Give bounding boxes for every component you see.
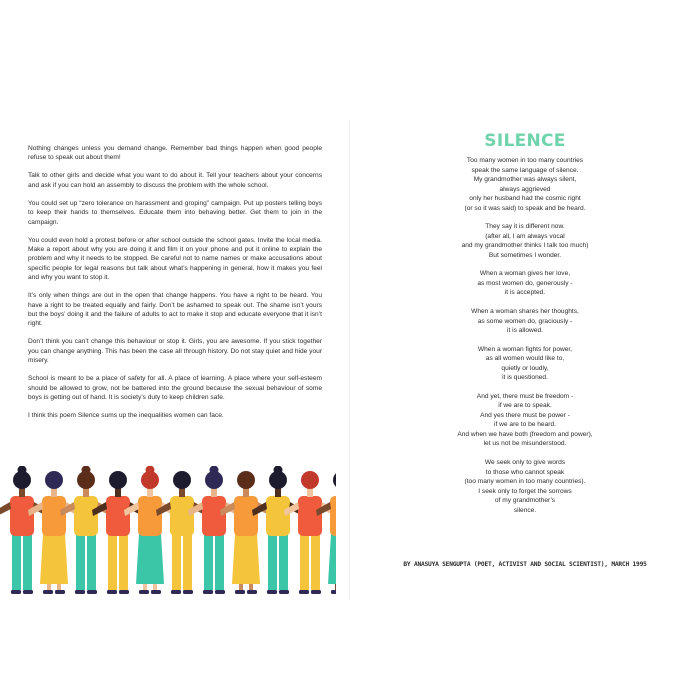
paragraph: Nothing changes unless you demand change. Remember bad things happen when good people refuse to speak out about them! <box>28 145 322 162</box>
paragraph: I think this poem Silence sums up the inequalities women can face. <box>28 412 224 420</box>
poem-line: always aggrieved <box>499 185 551 193</box>
poem-stanza <box>410 392 640 449</box>
poem-line: (or so it was said) to speak and be heard. <box>464 204 586 212</box>
poem-line: But sometimes I wonder. <box>488 251 562 259</box>
poem-line: to those who cannot speak <box>485 468 565 476</box>
poem-line: And when we have both (freedom and power), <box>457 430 593 438</box>
poem-line: silence. <box>513 506 537 514</box>
paragraph: It’s only when things are out in the open that change happens. You have a right to be heard. You have a right to be treated equally and fairly. Don’t be ashamed to speak out. The shame isn’t yours but the boys’ doing it and the failure of adults to act to make it stop and educate everyone that it isn’t right. <box>28 292 322 328</box>
poem-line: My grandmother was always silent, <box>473 176 577 183</box>
poem-line: When a woman shares her thoughts, <box>471 308 579 316</box>
poem-line: if we are to speak. <box>498 402 552 410</box>
poem-line: it is questioned. <box>502 374 548 382</box>
poem-line: only her husband had the cosmic right <box>469 195 581 202</box>
poem-line: They say it is different now. <box>485 223 565 231</box>
poem-line: And yes there must be power - <box>480 411 570 419</box>
paragraph: You could set up “zero tolerance on harassment and groping” campaign. Put up posters telling boys to keep their hands to themselves. Educate them into behaving better. Get them to join in the campaign. <box>28 199 322 226</box>
right-page <box>350 0 700 700</box>
poem-line: it is allowed. <box>507 327 543 335</box>
poem-stanza <box>410 458 640 515</box>
poem-line: Too many women in too many countries <box>466 157 584 164</box>
women-arm-in-arm-illustration <box>0 466 336 596</box>
poem-line: quietly or loudly, <box>501 364 549 372</box>
poem-line: as most women do, generously - <box>477 279 573 287</box>
poem-stanza <box>410 345 640 383</box>
poem-byline: BY ANASUYA SENGUPTA (POET, ACTIVIST AND SOCIAL SCIENTIST), MARCH 1995 <box>403 561 647 568</box>
poem-line: speak the same language of silence. <box>471 166 579 174</box>
paragraph: Don’t think you can’t change this behaviour or stop it. Girls, you are awesome. If you stick together you can change anything. This has been the case all through history. Do not stay quiet and hide your misery. <box>28 338 322 365</box>
poem-line: of my grandmother’s <box>494 497 556 505</box>
poem-line: as some women do, graciously - <box>477 317 573 325</box>
poem-line: (after all, I am always vocal <box>485 232 565 240</box>
body-text <box>28 144 322 429</box>
poem-line: And yet, there must be freedom - <box>476 392 574 400</box>
poem <box>410 156 640 524</box>
poem-stanza <box>410 307 640 336</box>
poem-line: We seek only to give words <box>484 459 566 467</box>
paragraph: School is meant to be a place of safety for all. A place of learning. A place where your self-esteem should be allowed to grow, not be battered into the ground because the sexual behaviour of some boys is getting out of hand. It is society’s duty to keep children safe. <box>28 375 322 402</box>
poem-line: When a woman fights for power, <box>477 345 573 353</box>
poem-title: SILENCE <box>484 131 566 151</box>
poem-stanza <box>410 222 640 260</box>
poem-line: if we are to be heard. <box>494 421 556 429</box>
poem-line: let us not be misunderstood. <box>483 440 567 448</box>
poem-line: and my grandmother thinks I talk too much) <box>461 242 589 250</box>
paragraph: Talk to other girls and decide what you want to do about it. Tell your teachers about your concerns and ask if you can hold an assembly to discuss the problem with the whole school. <box>28 172 322 189</box>
poem-line: it is accepted. <box>504 289 546 297</box>
poem-line: as all women would like to, <box>485 355 565 363</box>
poem-line: I seek only to forget the sorrows <box>478 487 572 495</box>
poem-stanza <box>410 269 640 298</box>
poem-line: When a woman gives her love, <box>479 270 571 278</box>
poem-line: (too many women in too many countries). <box>464 478 586 486</box>
poem-stanza <box>410 156 640 213</box>
paragraph: You could even hold a protest before or after school outside the school gates. Invite the local media. Make a report about why you are doing it and film it on your phone and put it online to explain the problem and why it needs to be stopped. Be careful not to name names or make accusations about specific people for legal reasons but talk about what’s happening in general, how it makes you feel and why you want to stop it. <box>28 236 322 282</box>
